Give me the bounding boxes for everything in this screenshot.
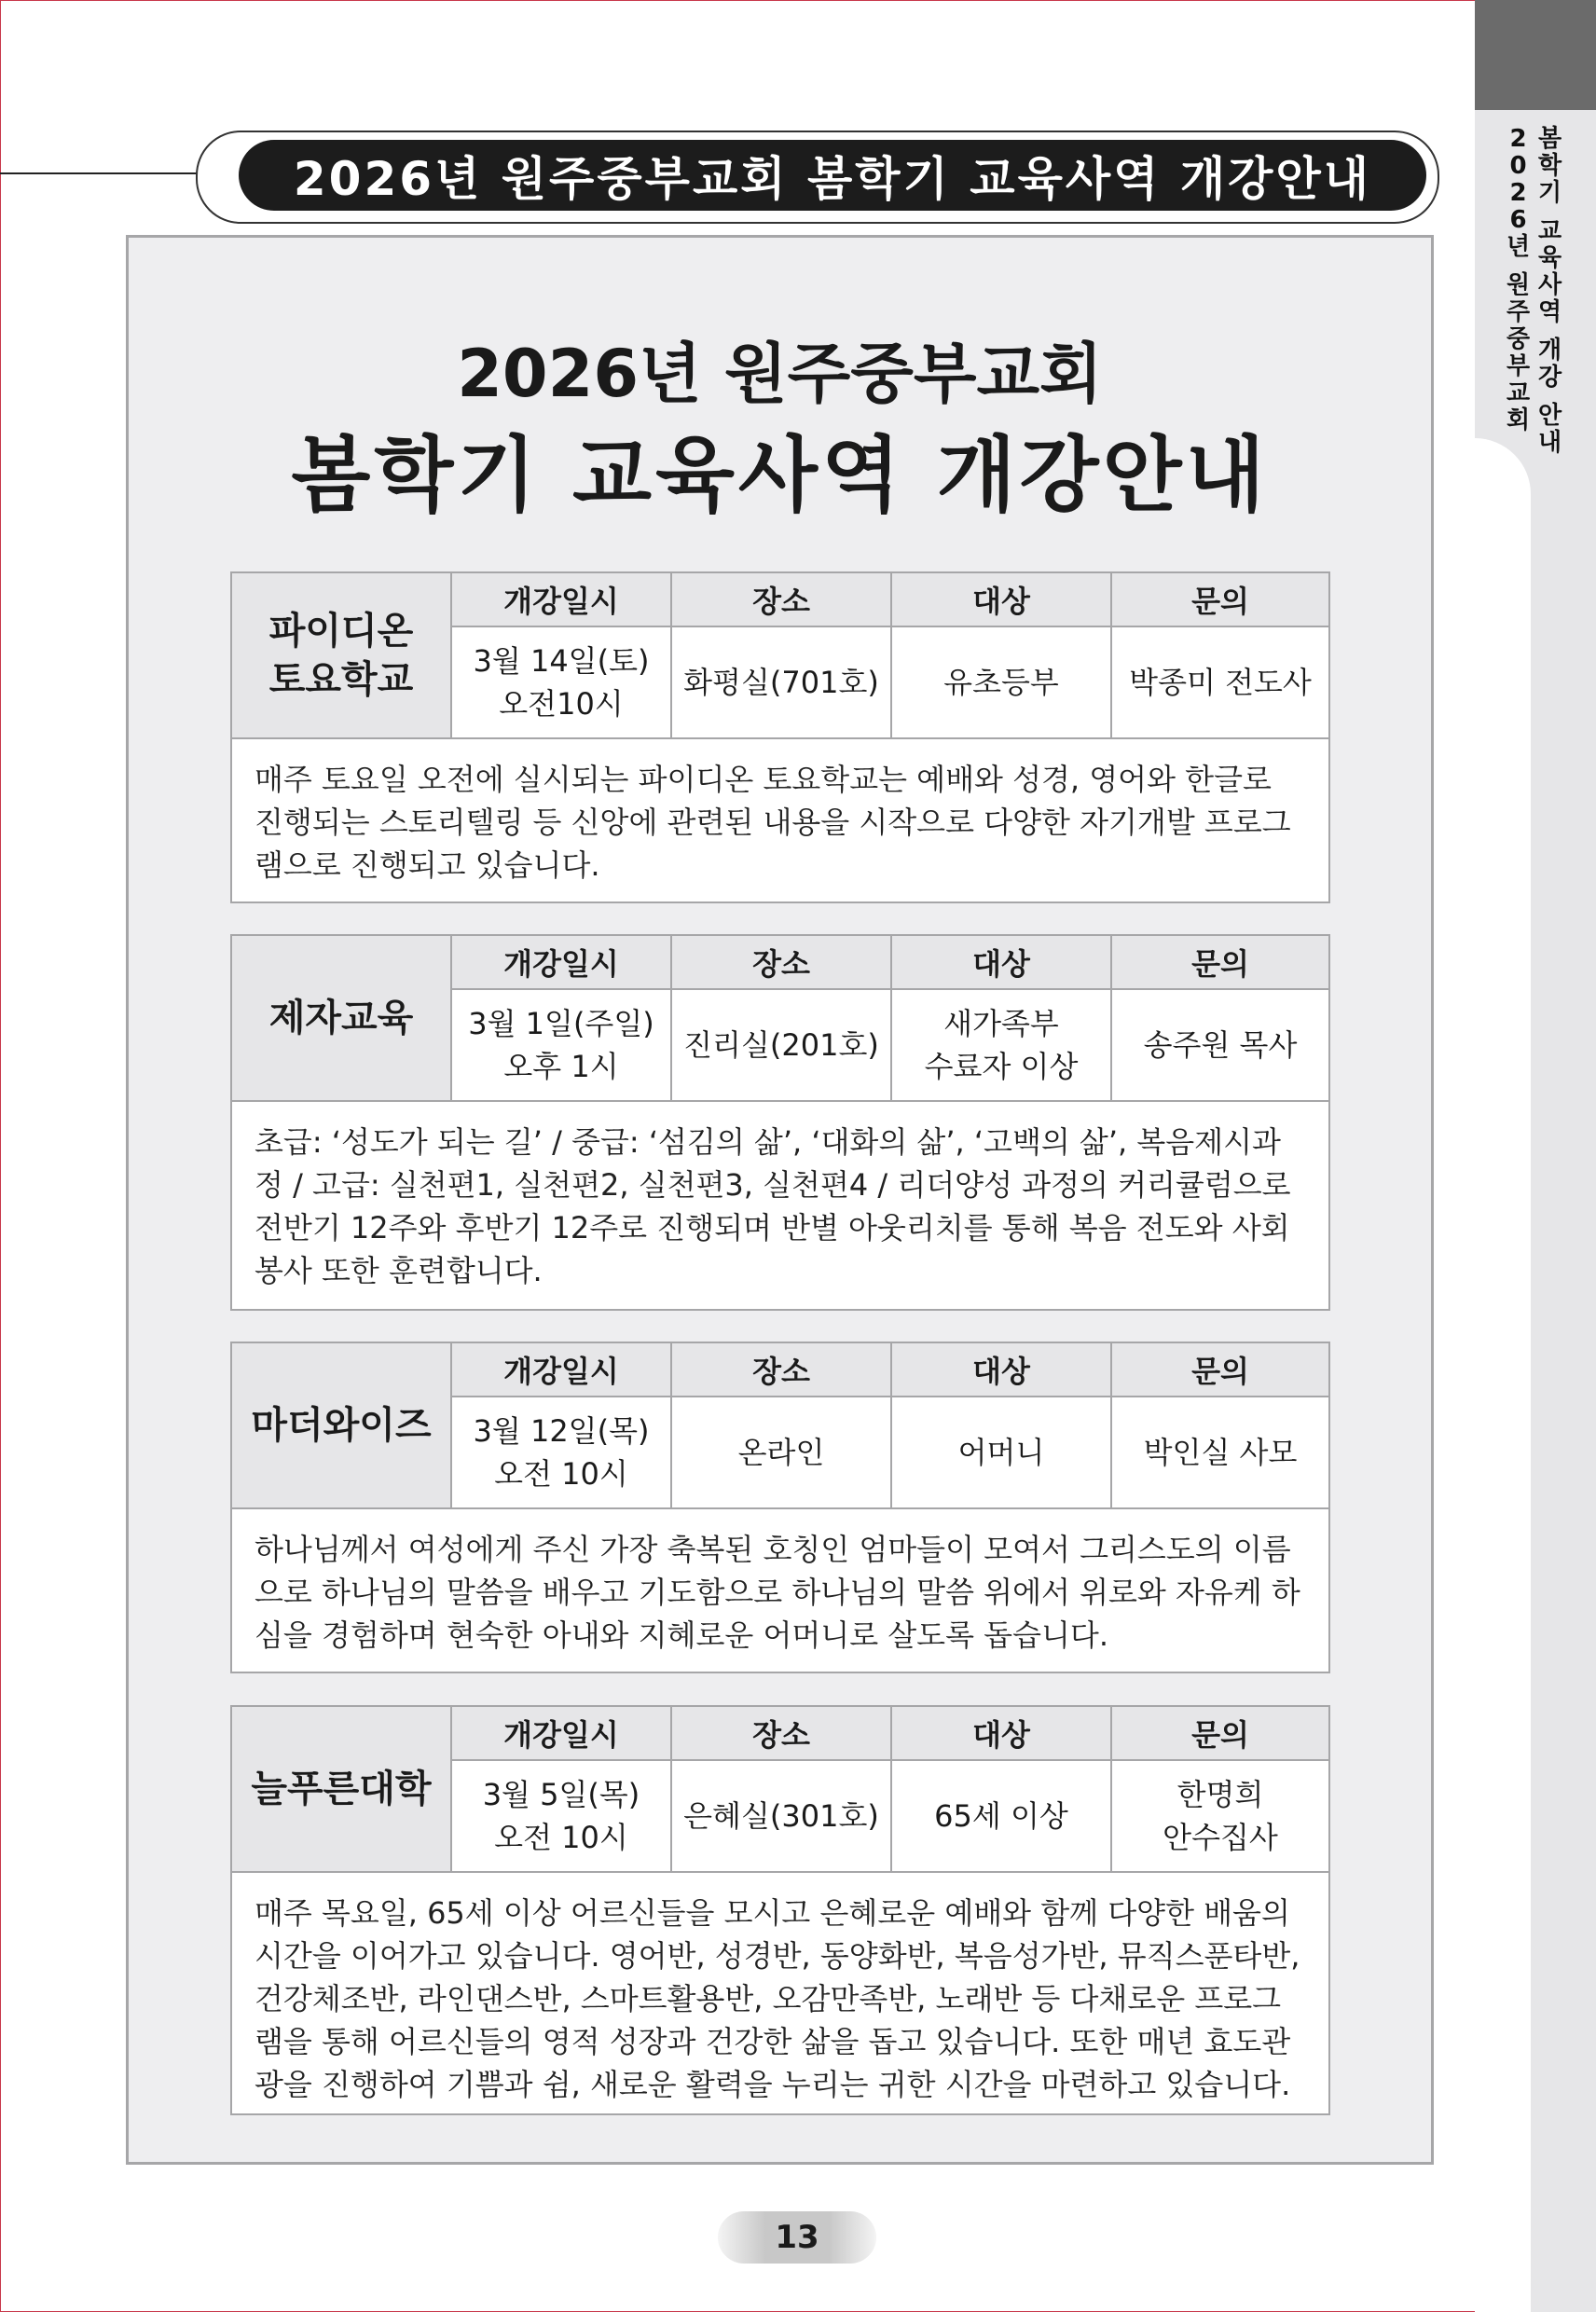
cell-place: 온라인	[672, 1397, 892, 1507]
cell-contact: 박인실 사모	[1112, 1397, 1328, 1507]
cell-target: 65세 이상	[892, 1761, 1112, 1871]
header-contact: 문의	[1112, 1707, 1328, 1761]
section-name: 마더와이즈	[232, 1343, 452, 1507]
section-description: 매주 목요일, 65세 이상 어르신들을 모시고 은혜로운 예배와 함께 다양한 배움의 시간을 이어가고 있습니다. 영어반, 성경반, 동양화반, 복음성가반, 뮤직스푼타반, 건강체조반, 라인댄스반, 스마트활용반, 오감만족반, 노래반 등 다채로운 프로그램을 통해 어르신들의 영적 성장과 건강한 삶을 돕고 있습니다. 또한 매년 효도관광을 진행하여 기쁨과 쉼, 새로운 활력을 누리는 귀한 시간을 마련하고 있습니다.	[232, 1871, 1328, 2113]
side-tab-top	[1475, 0, 1596, 110]
section-motherwise	[230, 1342, 1330, 1673]
section-discipleship	[230, 934, 1330, 1311]
header-rule	[0, 172, 200, 174]
header-title: 2026년 원주중부교회 봄학기 교육사역 개강안내	[239, 140, 1426, 211]
cell-date: 3월 5일(목) 오전 10시	[452, 1761, 672, 1871]
header-contact: 문의	[1112, 936, 1328, 990]
section-paideion	[230, 571, 1330, 903]
header-date: 개강일시	[452, 573, 672, 627]
header-place: 장소	[672, 1343, 892, 1397]
section-description: 매주 토요일 오전에 실시되는 파이디온 토요학교는 예배와 성경, 영어와 한글로 진행되는 스토리텔링 등 신앙에 관련된 내용을 시작으로 다양한 자기개발 프로그램으로 진행되고 있습니다.	[232, 737, 1328, 901]
header-date: 개강일시	[452, 1343, 672, 1397]
header-target: 대상	[892, 573, 1112, 627]
cell-place: 진리실(201호)	[672, 990, 892, 1100]
header-contact: 문의	[1112, 1343, 1328, 1397]
header-target: 대상	[892, 1707, 1112, 1761]
page-number: 13	[718, 2211, 876, 2264]
side-tab-title: 봄 학 기 교 육 사 역 개 강 안 내	[1538, 125, 1562, 457]
page-title-line1: 2026년 원주중부교회	[457, 336, 1103, 412]
side-tab-subtitle: 2 0 2 6 년 원 주 중 부 교 회	[1507, 125, 1531, 434]
cell-target: 어머니	[892, 1397, 1112, 1507]
side-tab-curve	[1475, 438, 1531, 2312]
cell-contact: 박종미 전도사	[1112, 627, 1328, 737]
header-date: 개강일시	[452, 936, 672, 990]
section-description: 초급: ‘성도가 되는 길’ / 중급: ‘섬김의 삶’, ‘대화의 삶’, ‘고백의 삶’, 복음제시과정 / 고급: 실천편1, 실천편2, 실천편3, 실천편4 / 리더양성 과정의 커리큘럼으로 전반기 12주와 후반기 12주로 진행되며 반별 아웃리치를 통해 복음 전도와 사회 봉사 또한 훈련합니다.	[232, 1100, 1328, 1309]
header-place: 장소	[672, 936, 892, 990]
section-name: 제자교육	[232, 936, 452, 1100]
cell-date: 3월 1일(주일) 오후 1시	[452, 990, 672, 1100]
cell-contact: 송주원 목사	[1112, 990, 1328, 1100]
cell-contact: 한명희 안수집사	[1112, 1761, 1328, 1871]
section-description: 하나님께서 여성에게 주신 가장 축복된 호칭인 엄마들이 모여서 그리스도의 이름으로 하나님의 말씀을 배우고 기도함으로 하나님의 말씀 위에서 위로와 자유케 하심을 경험하며 현숙한 아내와 지혜로운 어머니로 살도록 돕습니다.	[232, 1507, 1328, 1672]
section-evergreen-college	[230, 1705, 1330, 2115]
section-name: 파이디온 토요학교	[232, 573, 452, 737]
page-title-line2: 봄학기 교육사역 개강안내	[291, 427, 1269, 523]
header-contact: 문의	[1112, 573, 1328, 627]
cell-target: 유초등부	[892, 627, 1112, 737]
cell-target: 새가족부 수료자 이상	[892, 990, 1112, 1100]
header-date: 개강일시	[452, 1707, 672, 1761]
header-target: 대상	[892, 1343, 1112, 1397]
section-name: 늘푸른대학	[232, 1707, 452, 1871]
header-place: 장소	[672, 1707, 892, 1761]
header-target: 대상	[892, 936, 1112, 990]
cell-date: 3월 14일(토) 오전10시	[452, 627, 672, 737]
header-place: 장소	[672, 573, 892, 627]
cell-place: 화평실(701호)	[672, 627, 892, 737]
cell-place: 은혜실(301호)	[672, 1761, 892, 1871]
cell-date: 3월 12일(목) 오전 10시	[452, 1397, 672, 1507]
